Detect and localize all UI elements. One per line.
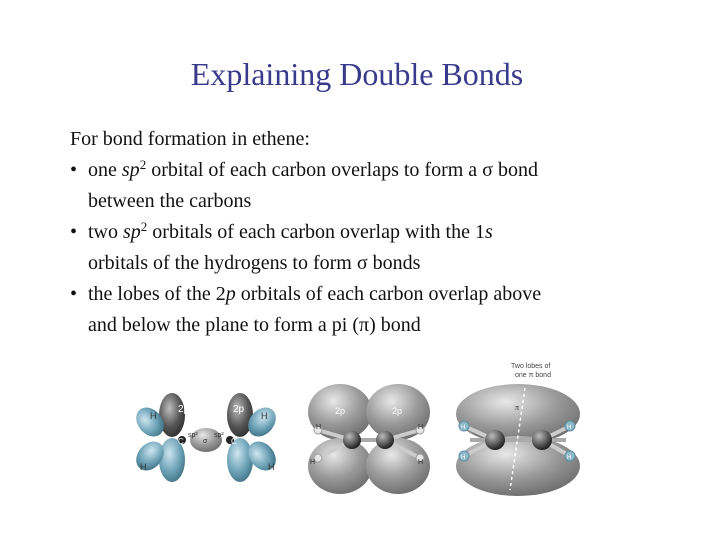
pi-caption-line2: one π bond — [515, 372, 551, 379]
hydrogen-atom — [314, 454, 322, 462]
bullet-3: • the lobes of the 2p orbitals of each carbon overlap above — [70, 283, 542, 305]
h-label: H — [310, 459, 316, 466]
right-figure — [456, 363, 580, 496]
pi-label: π — [515, 403, 520, 412]
pi-lobe-lower — [456, 436, 580, 496]
h-label: H — [418, 459, 424, 466]
h-label: H — [461, 425, 466, 431]
slide-title: Explaining Double Bonds — [190, 56, 524, 92]
p-label: 2p — [178, 404, 190, 415]
bullet-1: • one $sp^2$ orbital of each carbon overlaps to form a σ bond — [70, 157, 538, 181]
sp2-label: sp² — [188, 432, 198, 439]
p-label: 2p — [233, 404, 245, 415]
h-label: H — [567, 455, 572, 461]
bullet-2-cont: orbitals of the hydrogens to form σ bonds — [88, 252, 421, 274]
pi-lobe-upper — [456, 384, 580, 444]
carbon-atom — [376, 431, 394, 449]
bullet-3-cont: and below the plane to form a pi (π) bond — [88, 314, 421, 336]
c-label: C — [178, 437, 184, 446]
h-label: H — [140, 462, 147, 472]
carbon-atom — [532, 430, 552, 450]
h-label: H — [461, 455, 466, 461]
carbon-atom — [485, 430, 505, 450]
p-label: 2p — [335, 406, 346, 416]
sigma-label: σ — [203, 438, 208, 445]
slide-body — [70, 124, 710, 341]
ethene-orbital-figures — [130, 360, 600, 500]
pi-caption-line1: Two lobes of — [511, 363, 551, 370]
bullet-1-cont: between the carbons — [88, 190, 252, 212]
sp2-label: sp² — [214, 432, 224, 439]
intro-line: For bond formation in ethene: — [70, 128, 310, 150]
h-label: H — [150, 411, 157, 421]
carbon-atom — [343, 431, 361, 449]
left-figure — [131, 393, 282, 482]
c-label: C — [231, 437, 237, 446]
p-label: 2p — [392, 406, 403, 416]
h-label: H — [418, 424, 424, 431]
h-label: H — [567, 425, 572, 431]
h-label: H — [316, 424, 322, 431]
bullet-2: • two $sp^2$ orbitals of each carbon overlap with the 1s — [70, 219, 493, 243]
middle-figure — [308, 384, 430, 494]
h-label: H — [268, 462, 275, 472]
h-label: H — [261, 411, 268, 421]
